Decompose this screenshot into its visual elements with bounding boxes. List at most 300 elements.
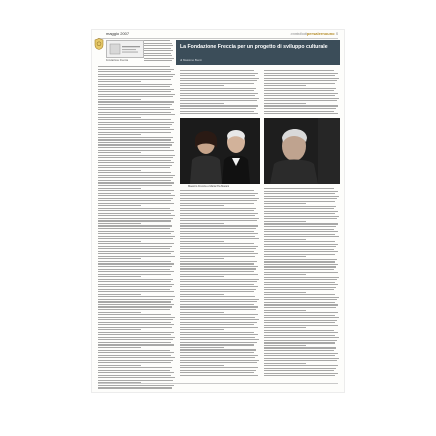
text-line — [98, 104, 172, 105]
text-line — [98, 76, 173, 77]
text-line — [264, 231, 338, 232]
text-line — [98, 142, 174, 143]
text-line — [180, 314, 258, 315]
text-line — [98, 375, 171, 376]
text-line — [264, 193, 335, 194]
text-line — [98, 304, 174, 305]
text-line — [98, 306, 172, 307]
text-line — [180, 220, 257, 221]
text-line — [180, 75, 255, 76]
text-line — [264, 208, 334, 209]
header-rule — [98, 38, 338, 39]
text-line — [180, 281, 257, 282]
photo-couple-image — [180, 118, 260, 184]
text-line — [98, 344, 174, 345]
magazine-page — [92, 30, 344, 392]
text-line — [98, 266, 172, 267]
text-line — [180, 73, 258, 74]
text-line — [98, 220, 171, 221]
text-line — [180, 238, 259, 239]
text-line — [98, 296, 175, 297]
text-line — [180, 258, 224, 259]
text-line — [98, 385, 174, 386]
text-line — [264, 226, 336, 227]
text-line — [180, 271, 254, 272]
text-line — [264, 340, 337, 341]
foundation-logo — [106, 40, 144, 58]
text-line — [264, 289, 334, 290]
text-line — [180, 322, 257, 323]
text-line — [98, 380, 173, 381]
text-line — [98, 301, 171, 302]
text-line — [180, 78, 259, 79]
text-line — [264, 111, 334, 112]
text-line — [98, 284, 174, 285]
text-line — [98, 360, 173, 361]
text-line — [180, 284, 254, 285]
text-line — [98, 231, 174, 232]
text-line — [264, 229, 334, 230]
text-line — [264, 363, 306, 364]
text-line — [180, 375, 258, 376]
text-line — [98, 312, 141, 313]
text-line — [264, 375, 335, 376]
text-line — [264, 330, 334, 331]
text-line — [180, 362, 257, 363]
text-line — [98, 377, 175, 378]
text-line — [98, 152, 141, 153]
text-line — [180, 355, 258, 356]
text-line — [264, 292, 306, 293]
text-line — [264, 244, 338, 245]
text-line — [98, 350, 170, 351]
text-line — [98, 274, 171, 275]
text-line — [264, 213, 335, 214]
text-line — [180, 266, 258, 267]
page-number: 5 — [335, 31, 338, 36]
text-line — [98, 177, 173, 178]
text-line — [264, 373, 338, 374]
text-line — [180, 332, 254, 333]
text-line — [264, 272, 338, 273]
text-line — [144, 45, 173, 46]
text-line — [98, 291, 174, 292]
text-line — [264, 304, 338, 305]
issue-date: maggio 2007 — [106, 31, 130, 36]
text-line — [264, 196, 339, 197]
text-line — [98, 175, 175, 176]
text-line — [98, 188, 141, 189]
text-line — [264, 249, 334, 250]
text-line — [98, 324, 174, 325]
text-line — [98, 314, 171, 315]
text-line — [180, 203, 254, 204]
text-line — [98, 139, 171, 140]
text-line — [264, 337, 339, 338]
text-line — [98, 286, 172, 287]
text-line — [264, 355, 335, 356]
text-line — [264, 327, 306, 328]
text-line — [98, 279, 173, 280]
text-line — [180, 88, 256, 89]
text-line — [98, 101, 174, 102]
text-line — [264, 211, 338, 212]
text-line — [264, 315, 335, 316]
text-line — [264, 299, 337, 300]
text-line — [180, 98, 259, 99]
text-line — [180, 218, 259, 219]
text-line — [264, 342, 335, 343]
text-line — [180, 198, 259, 199]
text-line — [180, 213, 258, 214]
text-line — [264, 206, 336, 207]
text-line — [98, 144, 172, 145]
text-line — [264, 223, 338, 224]
text-line — [98, 109, 174, 110]
text-line — [98, 261, 171, 262]
text-line — [98, 332, 174, 333]
text-line — [98, 162, 174, 163]
text-line — [180, 329, 224, 330]
text-line — [180, 367, 258, 368]
text-line — [98, 208, 170, 209]
text-line — [98, 263, 174, 264]
text-line — [98, 210, 174, 211]
text-line — [98, 225, 172, 226]
text-column-3-bottom — [264, 188, 340, 378]
text-line — [98, 233, 171, 234]
text-line — [180, 225, 258, 226]
text-line — [98, 99, 141, 100]
text-line — [264, 85, 306, 86]
text-line — [264, 78, 339, 79]
text-line — [180, 334, 258, 335]
text-line — [264, 198, 337, 199]
text-line — [180, 215, 255, 216]
text-line — [264, 287, 336, 288]
text-line — [98, 96, 173, 97]
text-line — [180, 344, 254, 345]
text-line — [98, 213, 171, 214]
text-line — [98, 218, 173, 219]
article-title: La Fondazione Freccia per un progetto di sviluppo culturale — [180, 44, 328, 50]
text-line — [98, 137, 173, 138]
text-line — [98, 246, 172, 247]
text-line — [144, 55, 172, 56]
text-line — [180, 208, 256, 209]
text-line — [180, 372, 254, 373]
text-line — [180, 85, 224, 86]
text-line — [98, 251, 174, 252]
text-line — [180, 223, 224, 224]
text-line — [180, 349, 256, 350]
photo-portrait — [264, 118, 340, 184]
text-line — [264, 70, 334, 71]
text-line — [98, 74, 175, 75]
logo-caption: Fondazione Freccia — [106, 59, 128, 62]
text-line — [180, 370, 256, 371]
text-line — [264, 83, 335, 84]
text-line — [180, 100, 257, 101]
text-line — [98, 352, 174, 353]
text-line — [98, 319, 173, 320]
text-line — [98, 172, 171, 173]
text-line — [98, 370, 170, 371]
photo-portrait-image — [264, 118, 340, 184]
text-line — [98, 157, 173, 158]
text-line — [180, 339, 259, 340]
text-line — [264, 75, 335, 76]
text-line — [98, 205, 141, 206]
text-line — [144, 40, 170, 41]
text-line — [98, 193, 171, 194]
text-line — [264, 320, 337, 321]
text-column-1 — [98, 66, 176, 390]
text-line — [98, 327, 172, 328]
text-line — [180, 70, 254, 71]
text-line — [180, 83, 254, 84]
text-line — [180, 286, 258, 287]
text-line — [180, 312, 224, 313]
text-line — [180, 228, 256, 229]
text-line — [264, 266, 336, 267]
text-line — [98, 127, 170, 128]
text-line — [264, 259, 337, 260]
text-line — [264, 345, 306, 346]
text-line — [264, 332, 338, 333]
article-byline: di Massimo Bucci — [180, 58, 202, 62]
text-line — [180, 289, 256, 290]
text-line — [180, 309, 256, 310]
text-line — [180, 108, 256, 109]
text-line — [264, 95, 335, 96]
text-line — [98, 155, 175, 156]
text-line — [264, 256, 306, 257]
text-line — [264, 279, 337, 280]
text-line — [98, 112, 171, 113]
text-line — [180, 296, 255, 297]
text-line — [98, 337, 175, 338]
footer-rule — [98, 383, 338, 384]
text-line — [98, 86, 170, 87]
text-line — [98, 134, 141, 135]
text-line — [264, 353, 338, 354]
text-line — [98, 334, 171, 335]
text-line — [98, 200, 171, 201]
text-line — [98, 119, 171, 120]
text-line — [264, 274, 306, 275]
text-line — [98, 322, 171, 323]
text-line — [180, 205, 224, 206]
text-line — [264, 98, 339, 99]
text-line — [264, 203, 306, 204]
text-line — [98, 132, 171, 133]
text-line — [98, 147, 170, 148]
text-line — [180, 304, 254, 305]
text-line — [98, 129, 174, 130]
text-line — [98, 294, 141, 295]
text-line — [98, 167, 170, 168]
text-line — [264, 105, 338, 106]
text-line — [180, 95, 255, 96]
text-line — [180, 261, 257, 262]
text-line — [264, 360, 337, 361]
text-line — [98, 355, 171, 356]
text-line — [264, 188, 334, 189]
text-line — [144, 43, 172, 44]
text-line — [98, 185, 172, 186]
text-line — [264, 368, 336, 369]
text-line — [180, 243, 254, 244]
text-line — [180, 274, 258, 275]
text-line — [180, 233, 258, 234]
text-line — [98, 122, 174, 123]
text-line — [264, 90, 334, 91]
text-line — [180, 294, 224, 295]
text-line — [264, 103, 306, 104]
text-line — [180, 111, 254, 112]
text-line — [98, 243, 174, 244]
text-line — [98, 124, 172, 125]
text-line — [264, 241, 335, 242]
text-line — [264, 73, 338, 74]
text-line — [98, 94, 175, 95]
text-line — [264, 347, 336, 348]
text-line — [264, 317, 339, 318]
text-line — [180, 291, 254, 292]
text-line — [264, 282, 335, 283]
text-line — [264, 310, 306, 311]
text-line — [180, 246, 258, 247]
text-line — [98, 165, 172, 166]
text-line — [98, 190, 174, 191]
text-line — [180, 319, 259, 320]
text-line — [180, 195, 255, 196]
text-line — [264, 307, 336, 308]
text-line — [264, 236, 339, 237]
text-line — [264, 297, 339, 298]
text-line — [264, 358, 339, 359]
text-line — [180, 276, 224, 277]
text-line — [180, 301, 257, 302]
text-line — [264, 277, 339, 278]
text-column-2-top — [180, 70, 260, 116]
text-line — [264, 108, 336, 109]
text-line — [264, 113, 338, 114]
text-line — [98, 81, 141, 82]
text-line — [98, 248, 170, 249]
intro-text-block — [144, 40, 174, 62]
text-line — [264, 269, 334, 270]
text-line — [98, 281, 171, 282]
text-line — [98, 180, 171, 181]
text-line — [98, 256, 175, 257]
logo-block — [106, 40, 142, 62]
text-line — [264, 322, 335, 323]
text-line — [98, 107, 170, 108]
brand-prefix: contributi — [290, 31, 307, 36]
text-line — [98, 182, 174, 183]
text-line — [98, 387, 172, 388]
text-column-3-top — [264, 70, 340, 116]
text-line — [98, 228, 170, 229]
text-line — [98, 317, 175, 318]
text-line — [98, 203, 174, 204]
text-line — [98, 289, 170, 290]
text-line — [264, 100, 337, 101]
text-line — [180, 103, 224, 104]
text-line — [180, 317, 255, 318]
text-line — [264, 201, 335, 202]
text-line — [98, 66, 170, 67]
text-line — [144, 60, 172, 61]
text-line — [98, 357, 175, 358]
text-line — [180, 248, 256, 249]
photo1-caption: Maestro Freccia e Maria Pia Marani — [188, 185, 230, 188]
text-line — [98, 367, 172, 368]
logo-mark-icon — [107, 41, 143, 57]
text-line — [180, 268, 256, 269]
text-line — [98, 84, 172, 85]
text-line — [180, 105, 258, 106]
text-line — [264, 302, 335, 303]
text-line — [264, 261, 335, 262]
text-line — [98, 195, 175, 196]
text-line — [98, 160, 171, 161]
text-line — [180, 299, 259, 300]
text-line — [180, 337, 255, 338]
text-line — [98, 271, 174, 272]
text-line — [180, 90, 254, 91]
text-line — [98, 69, 174, 70]
text-line — [98, 342, 171, 343]
text-line — [98, 170, 141, 171]
text-line — [264, 239, 306, 240]
text-line — [180, 279, 259, 280]
text-line — [264, 254, 335, 255]
text-line — [264, 191, 338, 192]
text-line — [98, 347, 141, 348]
text-line — [98, 150, 174, 151]
text-line — [180, 360, 259, 361]
text-line — [180, 324, 254, 325]
text-line — [180, 190, 254, 191]
text-line — [98, 329, 141, 330]
text-line — [180, 365, 224, 366]
text-line — [180, 327, 258, 328]
text-line — [264, 221, 306, 222]
text-line — [98, 238, 173, 239]
text-line — [98, 309, 170, 310]
text-line — [264, 365, 338, 366]
page-header — [92, 30, 344, 39]
text-line — [180, 200, 257, 201]
text-line — [98, 339, 173, 340]
text-line — [264, 93, 338, 94]
text-line — [98, 299, 173, 300]
text-line — [264, 218, 337, 219]
title-box — [176, 40, 340, 65]
text-line — [264, 88, 336, 89]
text-line — [98, 89, 174, 90]
text-line — [264, 284, 338, 285]
text-line — [180, 193, 258, 194]
text-line — [98, 117, 141, 118]
text-line — [180, 306, 258, 307]
text-line — [264, 312, 338, 313]
text-line — [264, 264, 338, 265]
photo-couple — [180, 118, 260, 184]
